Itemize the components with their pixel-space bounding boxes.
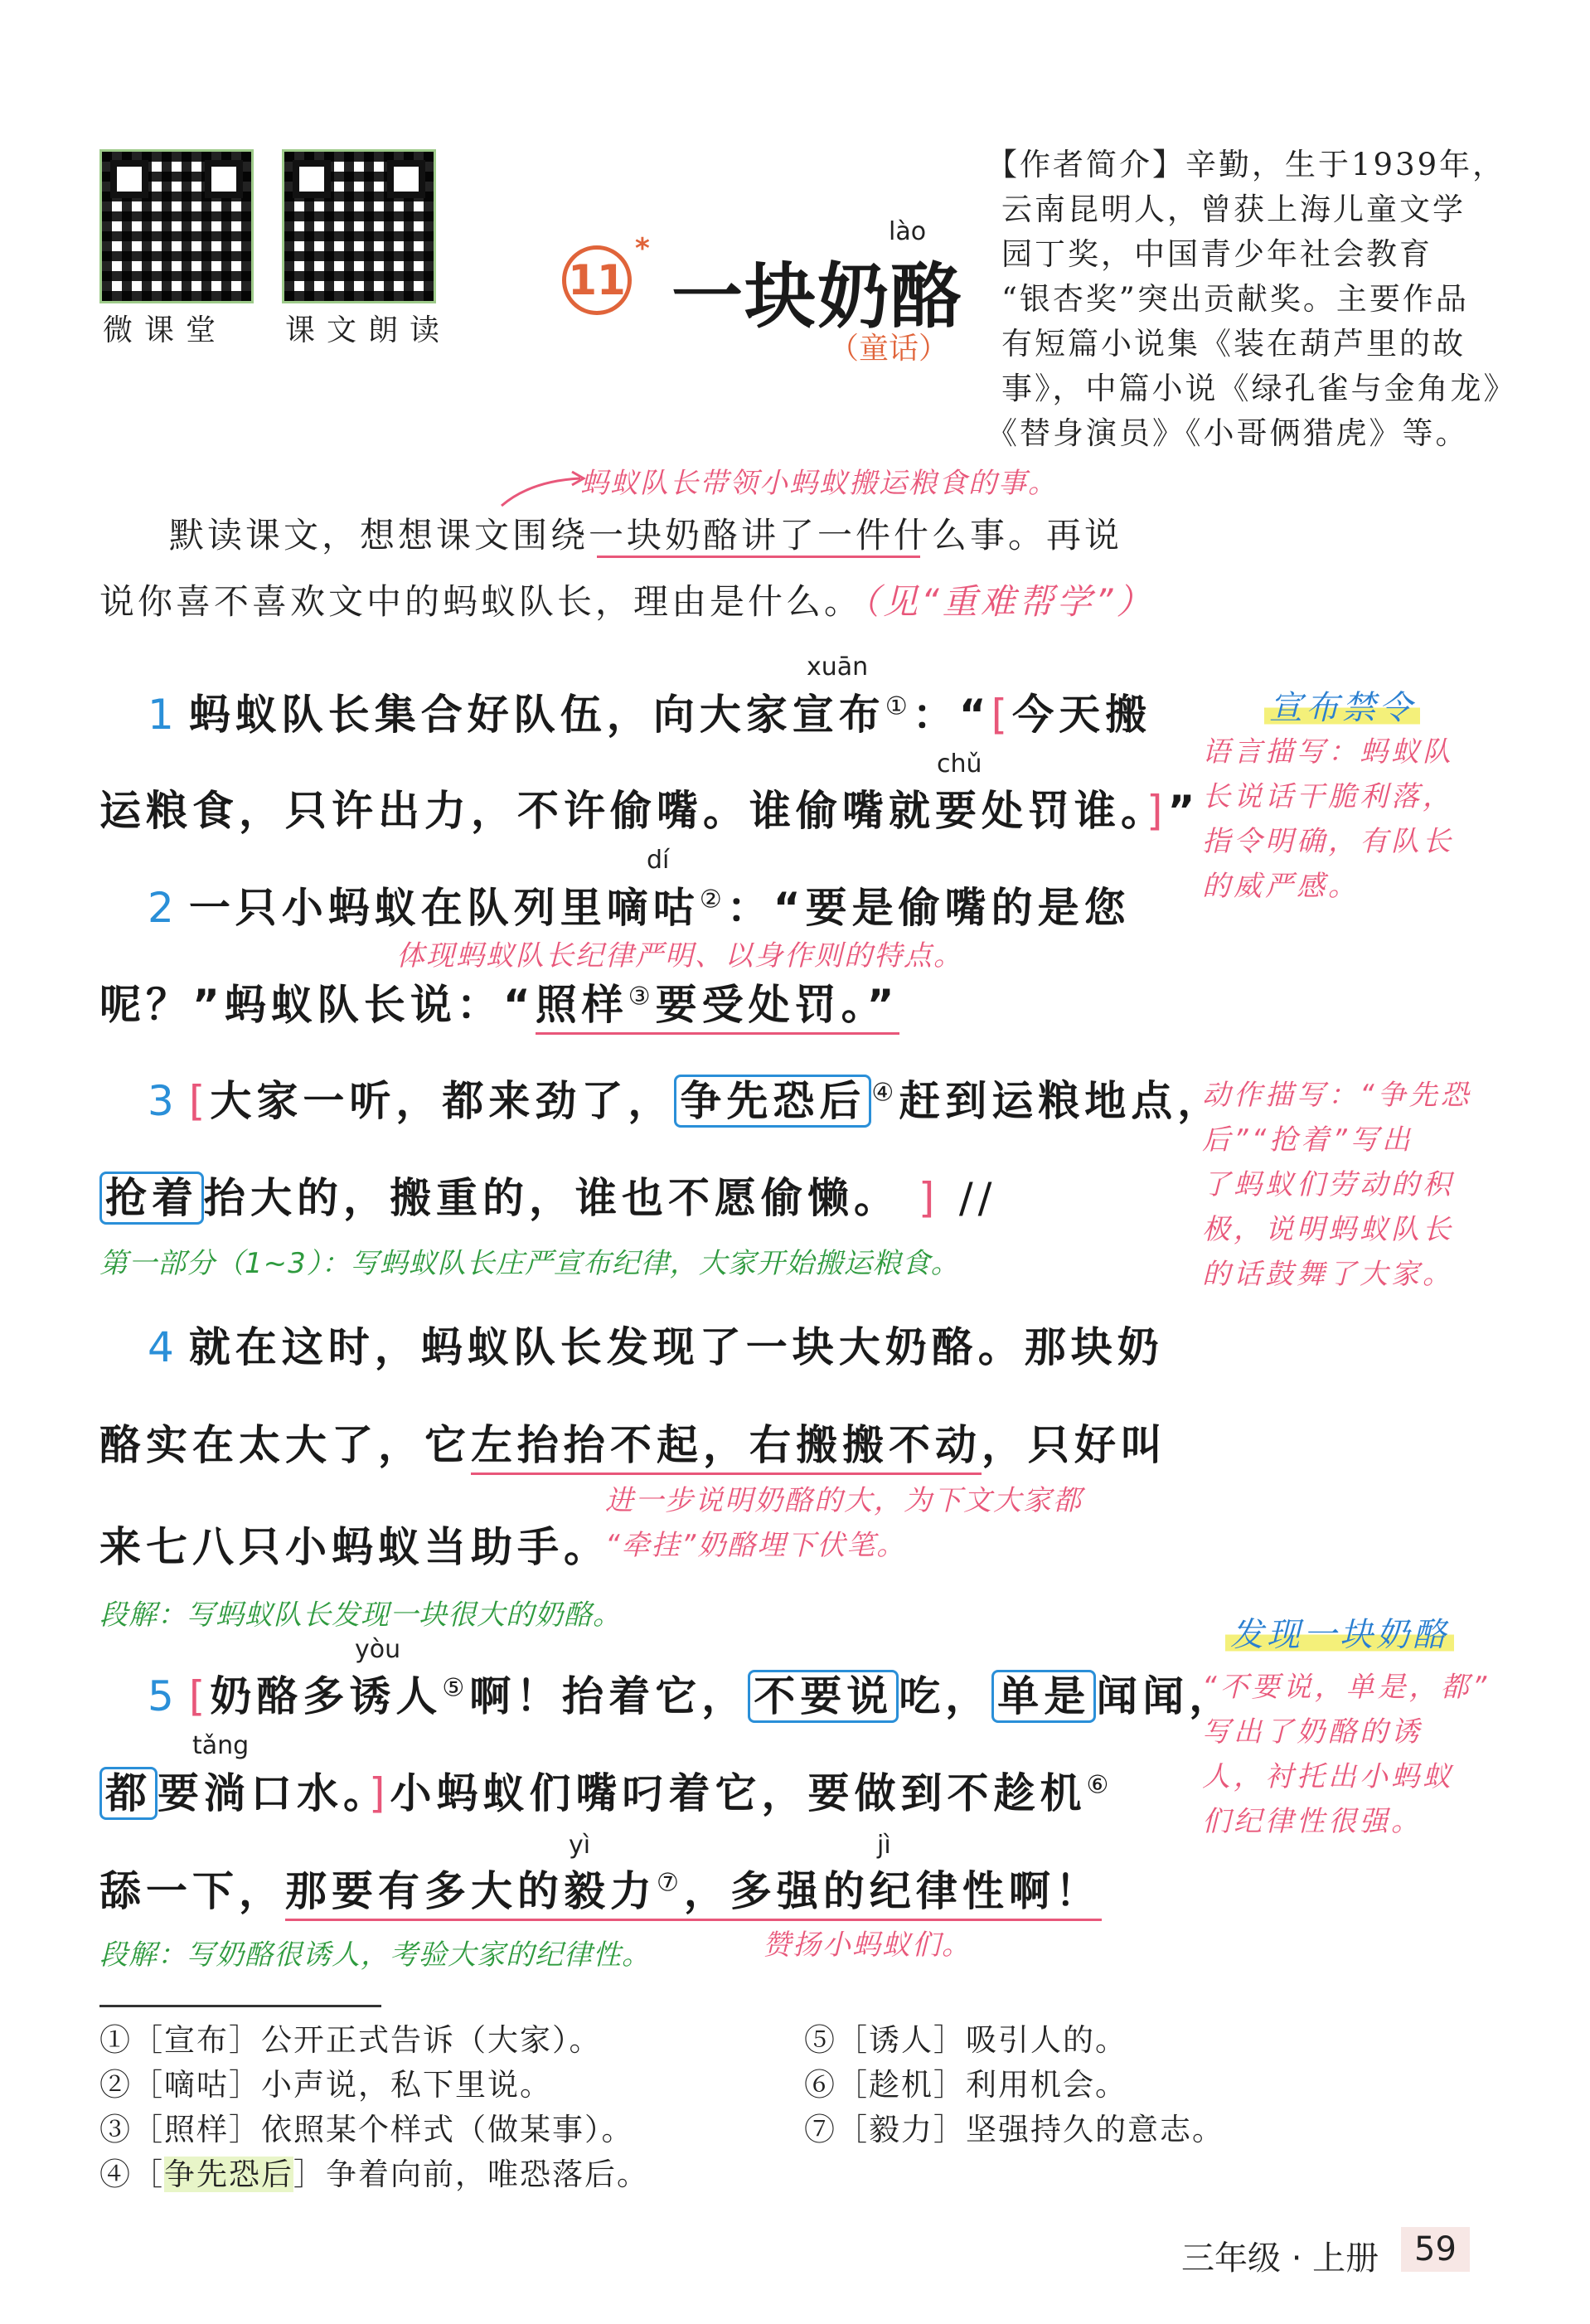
paragraph-4-summary: 段解：写蚂蚁队长发现一块很大的奶酪。 — [99, 1599, 622, 1632]
pinyin-tang: tǎng — [192, 1731, 250, 1760]
footnote-item: ①［宣布］公开正式告诉（大家）。 — [99, 2022, 602, 2058]
paragraph-1-line-1: 1 蚂蚁队长集合好队伍，向大家宣布①：“[今天搬 — [148, 691, 1152, 739]
paragraph-2-annotation: 体现蚂蚁队长纪律严明、以身作则的特点。 — [396, 939, 963, 973]
footnote-ref-6[interactable]: ⑥ — [1086, 1770, 1114, 1800]
section-divider: // — [958, 1174, 997, 1222]
pinyin-di: dí — [647, 846, 670, 875]
grade-label: 三年级 · 上册 — [1181, 2239, 1379, 2278]
margin-note-1: 语言描写：蚂蚁队 长说话干脆利落， 指令明确，有队长 的威严感。 — [1202, 735, 1454, 903]
author-intro-line: 园丁奖，中国青少年社会教育 — [1001, 236, 1432, 272]
footnote-ref-2[interactable]: ② — [699, 885, 727, 915]
author-intro — [986, 143, 1567, 456]
keyword-box: 都 — [99, 1767, 158, 1820]
footnote-ref-4[interactable]: ④ — [871, 1078, 899, 1108]
optional-lesson-star: * — [635, 232, 650, 265]
paragraph-number: 2 — [148, 884, 179, 932]
paragraph-5-annotation: 赞扬小蚂蚁们。 — [763, 1929, 972, 1962]
paragraph-number: 5 — [148, 1672, 179, 1720]
margin-note-2: 动作描写：“争先恐 后”“抢着”写出 了蚂蚁们劳动的积 极，说明蚂蚁队长 的话鼓舞了大家。 — [1202, 1079, 1472, 1291]
footnote-ref-3[interactable]: ③ — [628, 982, 656, 1012]
lesson-title: 一块奶酪 — [671, 255, 963, 338]
keyword-box: 不要说 — [748, 1670, 899, 1723]
footnote-item: ②［嘀咕］小声说，私下里说。 — [99, 2067, 552, 2103]
guide-see-note[interactable]: （见“重难帮学”） — [862, 581, 1155, 622]
part-1-summary: 第一部分（1~3）：写蚂蚁队长庄严宣布纪律，大家开始搬运粮食。 — [99, 1247, 960, 1280]
paragraph-4-annotation-1: 进一步说明奶酪的大，为下文大家都 — [605, 1484, 1083, 1517]
margin-note-3-title: 发现一块奶酪 — [1225, 1608, 1454, 1656]
guide-annotation: 蚂蚁队长带领小蚂蚁搬运粮食的事。 — [580, 467, 1058, 500]
footnote-ref-1[interactable]: ① — [885, 691, 913, 721]
keyword-box: 争先恐后 — [674, 1075, 871, 1128]
title-pinyin: lào — [889, 217, 927, 246]
footnote-item: ④［争先恐后］争着向前，唯恐落后。 — [99, 2157, 649, 2192]
paragraph-5-line-1: 5 [奶酪多诱人⑤啊！抬着它， 不要说 吃， 单是 闻闻， — [148, 1663, 1235, 1723]
footnote-ref-7[interactable]: ⑦ — [657, 1868, 684, 1898]
qr-code-reading[interactable] — [282, 149, 436, 303]
guide-underline — [597, 556, 920, 558]
paragraph-4-annotation-2: “牵挂”奶酪埋下伏笔。 — [605, 1529, 907, 1562]
keyword-box: 单是 — [991, 1670, 1096, 1723]
footnote-item: ⑤［诱人］吸引人的。 — [804, 2022, 1127, 2058]
author-intro-line: 《替身演员》《小哥俩猎虎》等。 — [986, 415, 1469, 451]
author-intro-line: 云南昆明人，曾获上海儿童文学 — [1001, 192, 1466, 227]
margin-note-1-title: 宣布禁令 — [1264, 682, 1420, 729]
author-intro-line: “银杏奖”突出贡献奖。主要作品 — [1001, 281, 1469, 317]
lesson-number-badge — [562, 245, 632, 315]
paragraph-1-line-2: 运粮食，只许出力，不许偷嘴。谁偷嘴就要处罚谁。]” — [99, 787, 1200, 835]
author-intro-line: 有短篇小说集《装在葫芦里的故 — [1001, 326, 1466, 361]
lesson-genre: （童话） — [829, 332, 949, 366]
keyword-box: 抢着 — [99, 1172, 204, 1225]
pinyin-yi: yì — [569, 1831, 591, 1860]
footnote-item: ③［照样］依照某个样式（做某事）。 — [99, 2112, 634, 2147]
pinyin-ji: jì — [877, 1831, 891, 1860]
paragraph-4-line-3: 来七八只小蚂蚁当助手。 — [99, 1523, 610, 1571]
paragraph-4-line-1: 4 就在这时，蚂蚁队长发现了一块大奶酪。那块奶 — [148, 1323, 1164, 1371]
paragraph-4-line-2: 酪实在太大了，它左抬抬不起，右搬搬不动，只好叫 — [99, 1412, 1167, 1472]
paragraph-2-line-1: 2 一只小蚂蚁在队列里嘀咕②：“要是偷嘴的是您 — [148, 884, 1131, 932]
paragraph-number: 3 — [148, 1077, 179, 1125]
paragraph-2-line-2: 呢？”蚂蚁队长说：“照样③要受处罚。” — [99, 972, 899, 1031]
footnote-divider — [99, 2005, 381, 2007]
reading-guide — [99, 502, 1177, 635]
paragraph-number: 4 — [148, 1323, 179, 1371]
paragraph-number: 1 — [148, 691, 179, 739]
margin-note-3: “不要说，单是，都” 写出了奶酪的诱 人，衬托出小蚂蚁 们纪律性很强。 — [1202, 1671, 1491, 1838]
paragraph-3-line-1: 3 [大家一听，都来劲了， 争先恐后 ④赶到运粮地点， — [148, 1068, 1224, 1128]
qr-code-micro-class[interactable] — [99, 149, 254, 303]
footnotes-left — [99, 2018, 649, 2197]
paragraph-5-line-3: 舔一下，那要有多大的毅力⑦，多强的纪律性啊！ — [99, 1858, 1102, 1918]
footnote-ref-5[interactable]: ⑤ — [442, 1673, 470, 1703]
author-intro-line: 事》，中篇小说《绿孔雀与金角龙》 — [1001, 371, 1517, 406]
pinyin-you: yòu — [355, 1635, 401, 1664]
footnotes-right — [804, 2018, 1224, 2152]
pinyin-chu: chǔ — [937, 750, 982, 779]
footnote-item: ⑥［趁机］利用机会。 — [804, 2067, 1127, 2103]
author-intro-line: 【作者简介】辛勤，生于1939年， — [986, 147, 1506, 182]
qr-label-micro-class: 微课堂 — [103, 313, 228, 347]
paragraph-5-line-2: 都 要淌口水。]小蚂蚁们嘴叼着它，要做到不趁机⑥ — [99, 1760, 1113, 1820]
paragraph-5-summary: 段解：写奶酪很诱人，考验大家的纪律性。 — [99, 1938, 651, 1972]
guide-line-1: 默读课文，想想课文围绕一块奶酪讲了一件什么事。再说 — [169, 515, 1123, 556]
qr-label-reading: 课文朗读 — [285, 313, 452, 347]
footnote-item: ⑦［毅力］坚强持久的意志。 — [804, 2112, 1224, 2147]
paragraph-3-line-2: 抢着 抬大的，搬重的，谁也不愿偷懒。 ] // — [99, 1165, 997, 1225]
page-number: 59 — [1401, 2227, 1470, 2272]
guide-line-2: 说你喜不喜欢文中的蚂蚁队长，理由是什么。 — [99, 581, 863, 622]
lesson-number: 11 — [568, 256, 626, 304]
pinyin-xuan: xuān — [807, 653, 869, 682]
